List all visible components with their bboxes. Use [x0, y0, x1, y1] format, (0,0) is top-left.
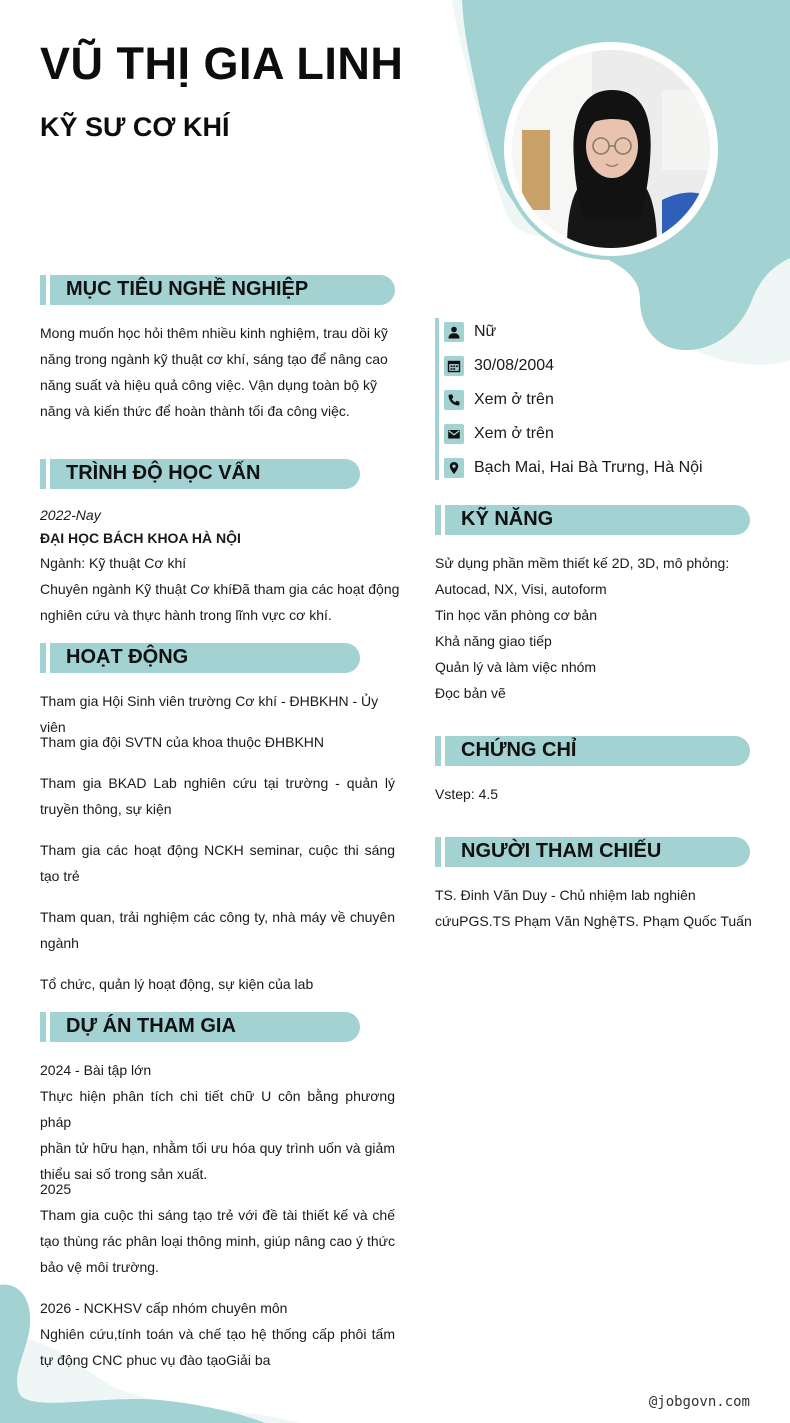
text-line: truyền thông, sự kiện — [40, 801, 172, 817]
project-item — [40, 1176, 395, 1280]
contact-text: 30/08/2004 — [474, 357, 555, 374]
contact-text: Nữ — [474, 323, 497, 340]
contact-text: Bạch Mai, Hai Bà Trưng, Hà Nội — [474, 459, 703, 476]
contact-text: Xem ở trên — [474, 425, 554, 442]
education-period: 2022-Nay — [40, 507, 101, 523]
education-school: ĐẠI HỌC BÁCH KHOA HÀ NỘI — [40, 530, 241, 546]
text-line: thiểu sai số trong sản xuất. — [40, 1166, 208, 1182]
section-title: TRÌNH ĐỘ HỌC VẤN — [66, 462, 261, 484]
text-line: Chuyên ngành Kỹ thuật Cơ khíĐã tham gia các hoạt động — [40, 581, 400, 597]
text-line: Tổ chức, quản lý hoạt động, sự kiện của lab — [40, 976, 314, 992]
section-projects — [40, 1012, 360, 1042]
project-title: 2024 - Bài tập lớn — [40, 1062, 152, 1078]
text-line: tạo thùng rác phân loại thông minh, giúp nâng cao ý thức — [40, 1233, 395, 1249]
section-objective — [40, 275, 395, 305]
contact-divider — [435, 318, 439, 480]
contact-address — [444, 457, 703, 479]
section-title: MỤC TIÊU NGHỀ NGHIỆP — [66, 278, 309, 300]
skill-item: Đọc bản vẽ — [435, 685, 506, 701]
text-line: Mong muốn học hỏi thêm nhiều kinh nghiệm, trau dồi kỹ — [40, 325, 388, 341]
text-line: Tham quan, trải nghiệm các công ty, nhà máy về chuyên — [40, 909, 395, 925]
skill-item: Autocad, NX, Visi, autoform — [435, 581, 607, 597]
references-text — [435, 882, 765, 934]
activity-item — [40, 770, 395, 822]
skill-item: Tin học văn phòng cơ bản — [435, 607, 597, 623]
skill-item: Khả năng giao tiếp — [435, 633, 552, 649]
skills-list — [435, 550, 755, 706]
section-title: KỸ NĂNG — [461, 508, 554, 530]
text-line: Nghiên cứu,tính toán và chế tạo hệ thống cấp phôi tấm — [40, 1326, 395, 1342]
text-line: năng suất và hiệu quả công việc. Vận dụng toàn bộ kỹ — [40, 377, 378, 393]
section-education — [40, 459, 360, 489]
section-title: NGƯỜI THAM CHIẾU — [461, 840, 662, 862]
text-line: Tham gia đội SVTN của khoa thuộc ĐHBKHN — [40, 734, 325, 750]
activity-item — [40, 837, 395, 889]
activity-item — [40, 729, 395, 755]
certificate-list — [435, 781, 755, 807]
text-line: Tham gia BKAD Lab nghiên cứu tại trường - quản lý — [40, 775, 395, 791]
text-line: năng và kiến thức để hoàn thành tối đa công việc. — [40, 403, 350, 419]
section-title: CHỨNG CHỈ — [461, 739, 577, 761]
calendar-icon — [444, 356, 464, 376]
job-title: KỸ SƯ CƠ KHÍ — [40, 112, 230, 142]
text-line: cứuPGS.TS Phạm Văn NghệTS. Phạm Quốc Tuấn — [435, 913, 752, 929]
contact-email — [444, 423, 554, 445]
section-title: HOẠT ĐỘNG — [66, 646, 189, 668]
text-line: ngành — [40, 935, 79, 951]
text-line: tạo trẻ — [40, 868, 80, 884]
education-major: Ngành: Kỹ thuật Cơ khí — [40, 555, 187, 571]
section-certificates — [435, 736, 750, 766]
text-line: nghiên cứu và thực hành trong lĩnh vực cơ khí. — [40, 607, 332, 623]
phone-icon — [444, 390, 464, 410]
skill-item: Sử dụng phần mềm thiết kế 2D, 3D, mô phỏng: — [435, 555, 730, 571]
text-line: Thực hiện phân tích chi tiết chữ U côn bằng phương pháp — [40, 1088, 395, 1130]
project-title: 2026 - NCKHSV cấp nhóm chuyên môn — [40, 1300, 288, 1316]
contact-phone — [444, 389, 554, 411]
mail-icon — [444, 424, 464, 444]
activity-item — [40, 904, 395, 956]
activity-item — [40, 971, 395, 997]
certificate-item: Vstep: 4.5 — [435, 786, 499, 802]
text-line: Tham gia cuộc thi sáng tạo trẻ với đề tài thiết kế và chế — [40, 1207, 395, 1223]
objective-text — [40, 320, 400, 424]
project-item — [40, 1057, 395, 1187]
location-icon — [444, 458, 464, 478]
project-title: 2025 — [40, 1181, 72, 1197]
education-description — [40, 576, 400, 628]
contact-text: Xem ở trên — [474, 391, 554, 408]
text-line: tự động CNC phuc vụ đào tạoGiải ba — [40, 1352, 271, 1368]
candidate-name: VŨ THỊ GIA LINH — [40, 38, 404, 89]
text-line: năng trong ngành kỹ thuật cơ khí, sáng tạo để nâng cao — [40, 351, 388, 367]
section-references — [435, 837, 750, 867]
avatar — [512, 50, 710, 248]
text-line: Tham gia các hoạt động NCKH seminar, cuộc thi sáng — [40, 842, 395, 858]
text-line: TS. Đinh Văn Duy - Chủ nhiệm lab nghiên — [435, 887, 696, 903]
project-item — [40, 1295, 395, 1373]
contact-gender — [444, 321, 496, 343]
watermark: @jobgovn.com — [648, 1394, 750, 1410]
person-icon — [444, 322, 464, 342]
contact-dob — [444, 355, 554, 377]
text-line: Tham gia Hội Sinh viên trường Cơ khí - ĐHBKHN - Ủy viên — [40, 693, 379, 735]
section-title: DỰ ÁN THAM GIA — [66, 1015, 236, 1037]
section-skills — [435, 505, 750, 535]
text-line: bảo vệ môi trường. — [40, 1259, 159, 1275]
section-activities — [40, 643, 360, 673]
avatar-frame — [500, 38, 722, 260]
text-line: phần tử hữu hạn, nhằm tối ưu hóa quy trình uốn và giảm — [40, 1140, 395, 1156]
skill-item: Quản lý và làm việc nhóm — [435, 659, 597, 675]
